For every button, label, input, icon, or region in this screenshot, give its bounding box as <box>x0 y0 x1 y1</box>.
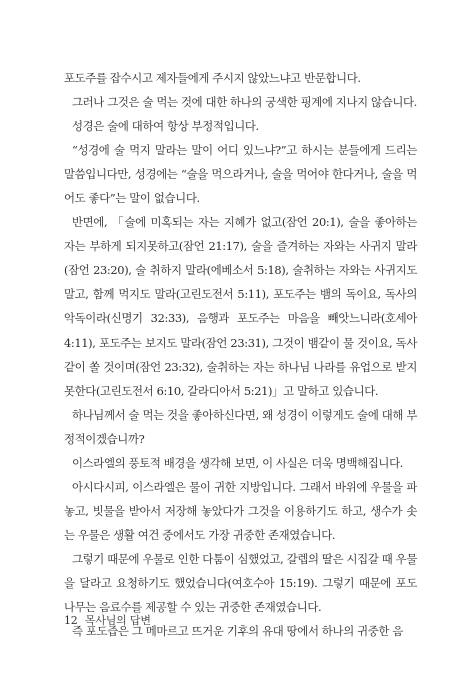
paragraph: 그렇기 때문에 우물로 인한 다툼이 심했었고, 갈렙의 딸은 시집갈 때 우물을 달라고 요청하기도 했었습니다(여호수아 15:19). 그렇기 때문에 포도나무는 음료수를 제공할 수 있는 귀중한 존재였습니다. <box>64 551 417 615</box>
paragraph-scripture-quotes: 반면에, 「술에 미혹되는 자는 지혜가 없고(잠언 20:1), 술을 좋아하는 자는 부하게 되지못하고(잠언 21:17), 술을 즐겨하는 자와는 사귀지 말라(잠언 23:20), 술 취하지 말라(에베소서 5:18), 술취하는 자와는 사귀지도 말고, 함께 먹지도 말라(고린도전서 5:11), 포도주는 뱀의 독이요, 독사의 악독이라(신명기 32:33), 음행과 포도주는 마음을 빼앗느니라(호세아 4:11), 포도주는 보지도 말라(잠언 23:31), 그것이 뱀같이 물 것이요, 독사 같이 쏠 것이며(잠언 23:32), 술취하는 자는 하나님 나라를 유업으로 받지 못한다(고린도전서 6:10, 갈라디아서 5:21)」고 말하고 있습니다. <box>64 215 417 398</box>
paragraph: “성경에 술 먹지 말라는 말이 어디 있느냐?”고 하시는 분들에게 드리는 말씀입니다만, 성경에는 “술을 먹으라거나, 술을 먹어야 한다거나, 술을 먹어도 좋다”는 말이 없습니다. <box>64 143 417 206</box>
page-number: 12 <box>64 614 78 627</box>
paragraph: 이스라엘의 풍토적 배경을 생각해 보면, 이 사실은 더욱 명백해집니다. <box>72 455 404 470</box>
running-title: 목사님의 답변 <box>84 614 151 627</box>
paragraph: 그러나 그것은 술 먹는 것에 대한 하나의 궁색한 핑계에 지나지 않습니다. <box>72 95 417 110</box>
body-text <box>64 66 417 643</box>
paragraph: 아시다시피, 이스라엘은 물이 귀한 지방입니다. 그래서 바위에 우물을 파 놓고, 빗물을 받아서 저장해 놓았다가 그것을 이용하기도 하고, 생수가 솟는 우물은 생활 여건 중에서도 가장 귀중한 존재였습니다. <box>64 479 417 542</box>
paragraph: 하나님께서 술 먹는 것을 좋아하신다면, 왜 성경이 이렇게도 술에 대해 부정적이겠습니까? <box>64 407 417 446</box>
page-footer <box>64 612 151 628</box>
paragraph-continued: 포도주를 잡수시고 제자들에게 주시지 않았느냐고 반문합니다. <box>64 71 361 85</box>
paragraph-truncated: 즉 포도즙은 그 메마르고 뜨거운 기후의 유대 땅에서 하나의 귀중한 음 <box>72 624 404 639</box>
paragraph: 성경은 술에 대하여 항상 부정적입니다. <box>72 119 259 134</box>
